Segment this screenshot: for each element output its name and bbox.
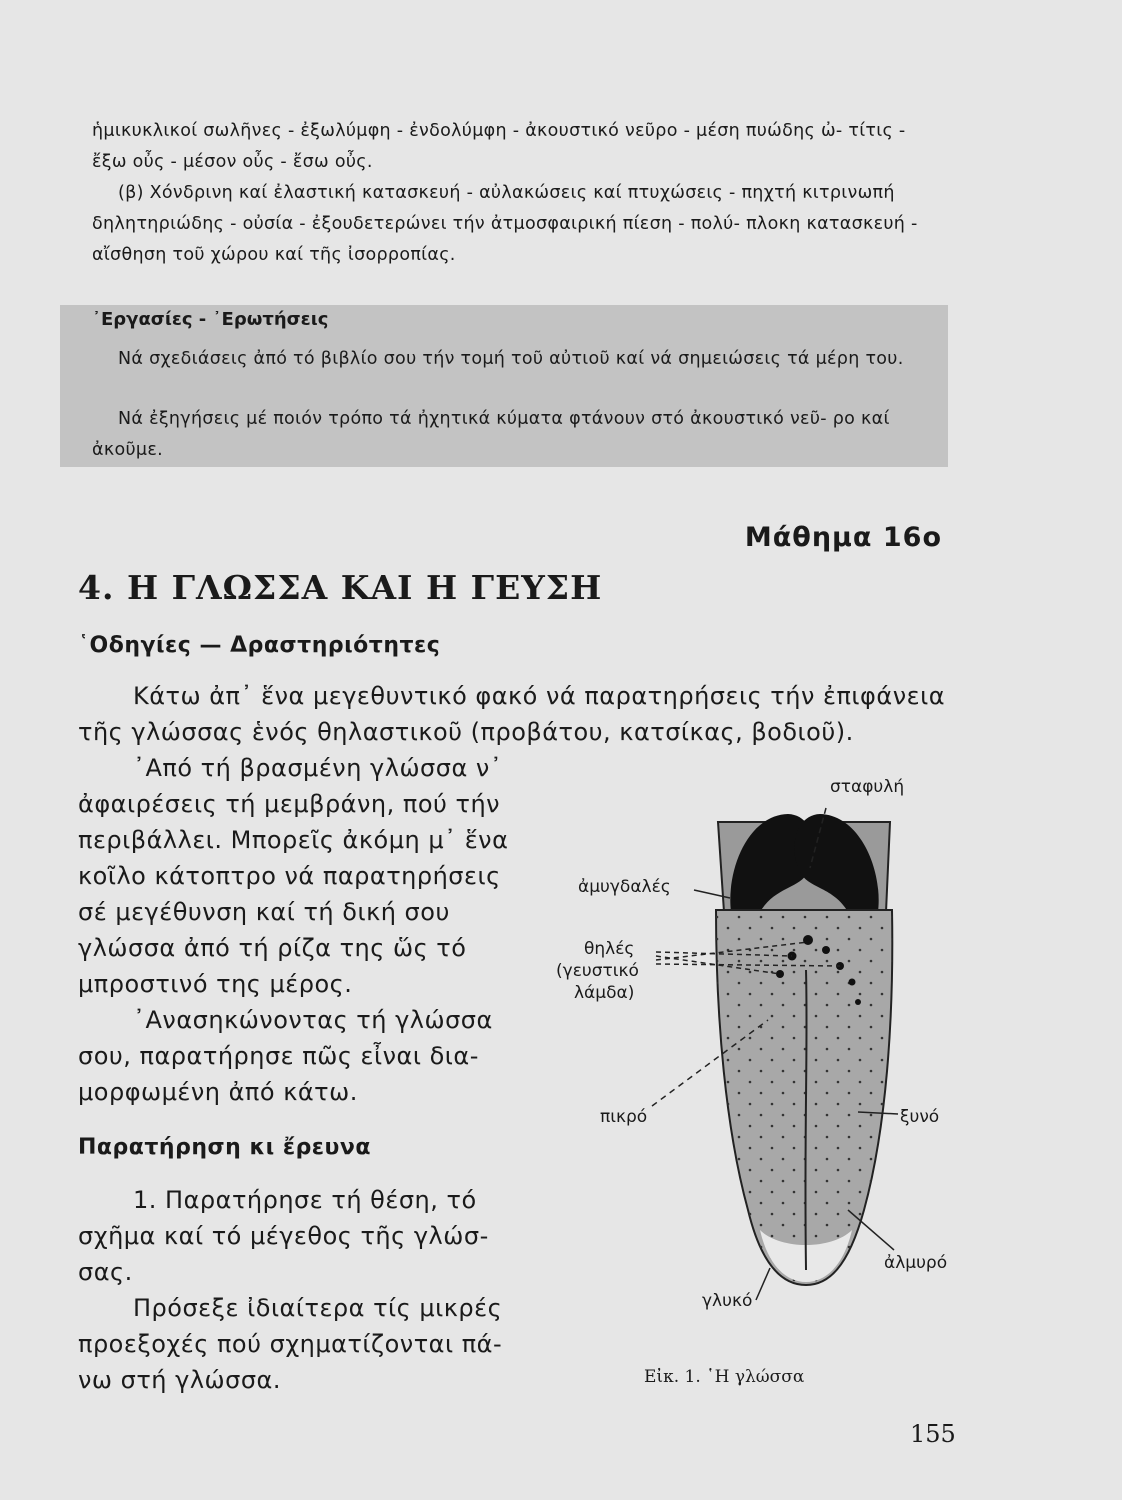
label-papillae-note: (γευστικό [556, 961, 639, 981]
label-sweet: γλυκό [702, 1291, 753, 1311]
body-paragraph: ᾿Ανασηκώνοντας τή γλώσσα σου, παρατήρησε πῶς εἶναι δια- μορφωμένη ἀπό κάτω. [78, 1006, 493, 1106]
intro-paragraph: ἡμικυκλικοί σωλῆνες - ἐξωλύμφη - ἐνδολύμφη - ἀκουστικό νεῦρο - μέση πυώδης ὠ- τίτις - ἔξω οὖς - μέσον οὖς - ἔσω οὖς. [92, 121, 906, 172]
tasks-title: ᾿Εργασίες - ᾿Ερωτήσεις [92, 309, 329, 330]
body-paragraph: ᾿Από τή βρασμένη γλώσσα ν᾿ ἀφαιρέσεις τή μεμβράνη, πού τήν περιβάλλει. Μπορεῖς ἀκόμη μ᾿ ἕνα κοῖλο κάτοπτρο νά παρατηρήσεις σέ μεγέθυνση καί τή δική σου γλώσσα ἀπό τή ρίζα της ὥς τό μπροστινό της μέρος. [78, 754, 509, 998]
answer-paragraph-b: (β) Χόνδρινη καί ἐλαστική κατασκευή - αὐλακώσεις καί πτυχώσεις - πηχτή κιτρινωπή δηλητηριώδης - οὐσία - ἐξουδετερώνει τήν ἀτμοσφαιρική πίεση - πολύ- πλοκη κατασκευή - αἴσθηση τοῦ χώρου καί τῆς ἰσορροπίας. [92, 183, 918, 265]
task-item: Νά ἐξηγήσεις μέ ποιόν τρόπο τά ἠχητικά κύματα φτάνουν στό ἀκουστικό νεῦ- ρο καί ἀκοῦμε. [92, 409, 890, 460]
label-papillae-note-end: λάμδα) [574, 983, 635, 1003]
label-uvula: σταφυλή [830, 777, 905, 797]
figure-caption: Εἰκ. 1. ῾Η γλώσσα [644, 1367, 805, 1387]
task-item: Νά σχεδιάσεις ἀπό τό βιβλίο σου τήν τομή τοῦ αὐτιοῦ καί νά σημειώσεις τά μέρη του. [118, 349, 904, 369]
label-tonsils: ἀμυγδαλές [578, 877, 671, 897]
lesson-label: Μάθημα 16ο [744, 522, 942, 553]
tongue-drawing [716, 814, 892, 1285]
observation-heading: Παρατήρηση κι ἔρευνα [78, 1135, 372, 1160]
page-number: 155 [910, 1420, 956, 1448]
label-papillae: θηλές [584, 939, 635, 959]
guides-heading: ῾Οδηγίες — Δραστηριότητες [78, 633, 441, 658]
tongue-figure [548, 770, 968, 1410]
label-salty: ἀλμυρό [884, 1253, 948, 1273]
chapter-title: 4. Η ΓΛΩΣΣΑ ΚΑΙ Η ΓΕΥΣΗ [78, 568, 603, 607]
body-paragraph: 1. Παρατήρησε τή θέση, τό σχῆμα καί τό μέγεθος τῆς γλώσ- σας. [78, 1186, 489, 1286]
body-paragraph: Κάτω ἀπ᾿ ἕνα μεγεθυντικό φακό νά παρατηρήσεις τήν ἐπιφάνεια τῆς γλώσσας ἑνός θηλαστικοῦ (προβάτου, κατσίκας, βοδιοῦ). [78, 682, 946, 746]
label-bitter: πικρό [600, 1107, 648, 1127]
body-paragraph: Πρόσεξε ἰδιαίτερα τίς μικρές προεξοχές πού σχηματίζονται πά- νω στή γλώσσα. [78, 1294, 503, 1394]
label-sour: ξυνό [900, 1107, 940, 1127]
